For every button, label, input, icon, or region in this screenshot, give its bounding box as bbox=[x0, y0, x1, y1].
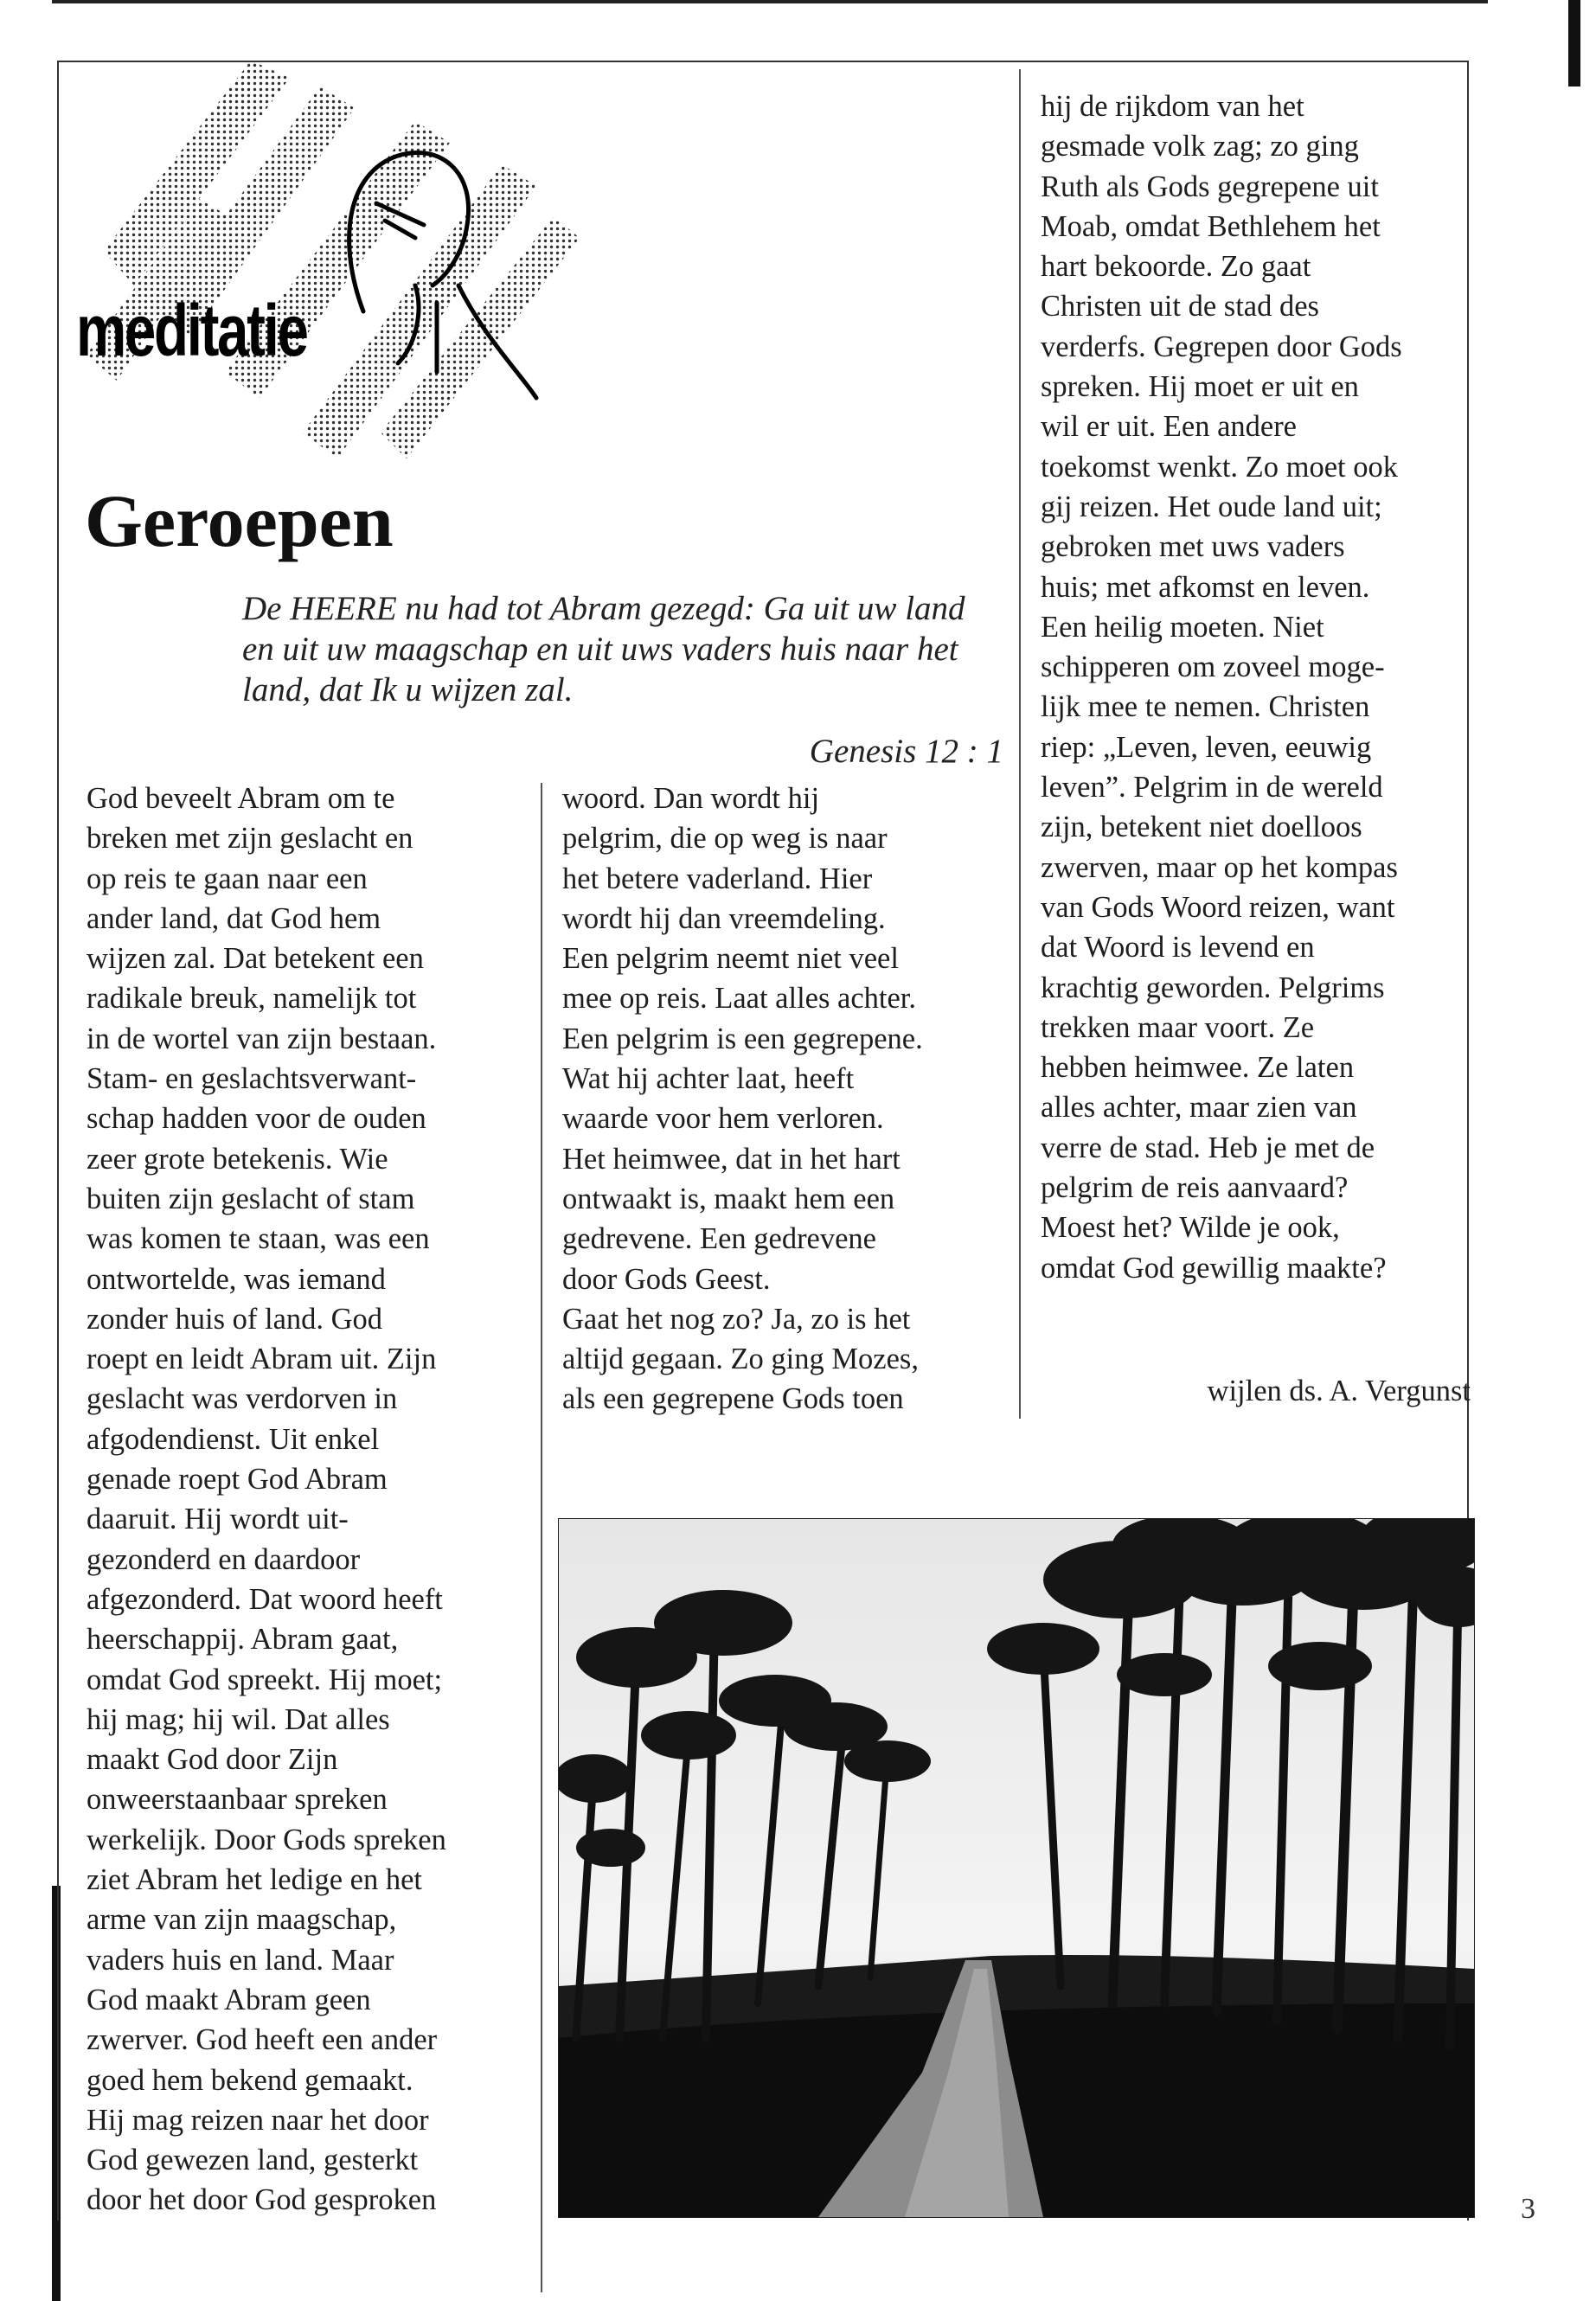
text-line: gebroken met uws vaders bbox=[1041, 530, 1345, 564]
text-line: leven”. Pelgrim in de wereld bbox=[1041, 771, 1383, 804]
top-rule bbox=[52, 0, 1488, 3]
text-line: krachtig geworden. Pelgrims bbox=[1041, 971, 1385, 1004]
text-line: onweerstaanbaar spreken bbox=[87, 1783, 388, 1817]
text-line: zwerven, maar op het kompas bbox=[1041, 850, 1398, 884]
meditation-illustration bbox=[52, 26, 606, 510]
text-line: schipperen om zoveel moge- bbox=[1041, 651, 1385, 684]
text-line: ander land, dat God hem bbox=[87, 901, 381, 935]
text-line: wijzen zal. Dat betekent een bbox=[87, 942, 424, 976]
text-line: zijn, betekent niet doelloos bbox=[1041, 811, 1362, 844]
text-line: wordt hij dan vreemdeling. bbox=[562, 901, 886, 935]
text-line: Hij mag reizen naar het door bbox=[87, 2103, 429, 2137]
text-line: radikale breuk, namelijk tot bbox=[87, 982, 417, 1016]
text-line: goed hem bekend gemaakt. bbox=[87, 2063, 413, 2097]
text-line: roept en leidt Abram uit. Zijn bbox=[87, 1343, 437, 1376]
text-line: pelgrim de reis aanvaard? bbox=[1041, 1171, 1349, 1205]
text-line: ontwaakt is, maakt hem een bbox=[562, 1182, 895, 1215]
text-line: Christen uit de stad des bbox=[1041, 290, 1319, 324]
text-line: ontwortelde, was iemand bbox=[87, 1262, 386, 1296]
column-divider bbox=[541, 783, 542, 2292]
text-line: verderfs. Gegrepen door Gods bbox=[1041, 330, 1402, 363]
article-column-3 bbox=[1041, 87, 1490, 1288]
text-line: het betere vaderland. Hier bbox=[562, 862, 873, 895]
text-line: ziet Abram het ledige en het bbox=[87, 1863, 422, 1897]
text-line: geslacht was verdorven in bbox=[87, 1382, 398, 1416]
text-line: hij de rijkdom van het bbox=[1041, 90, 1304, 123]
text-line: Een heilig moeten. Niet bbox=[1041, 610, 1324, 644]
text-line: waarde voor hem verloren. bbox=[562, 1102, 884, 1136]
page-number: 3 bbox=[1521, 2193, 1535, 2225]
text-line: God maakt Abram geen bbox=[87, 1983, 371, 2016]
halftone-brush-strokes bbox=[87, 61, 580, 458]
article-column-2 bbox=[562, 779, 1012, 1420]
text-line: hebben heimwee. Ze laten bbox=[1041, 1051, 1355, 1085]
text-line: buiten zijn geslacht of stam bbox=[87, 1182, 415, 1215]
text-line: Gaat het nog zo? Ja, zo is het bbox=[562, 1302, 911, 1336]
text-line: als een gegrepene Gods toen bbox=[562, 1382, 904, 1416]
scripture-quote: De HEERE nu had tot Abram gezegd: Ga uit uw land en uit uw maagschap en uit uws vaders huis naar het land, dat Ik u wijzen zal. bbox=[242, 590, 965, 708]
text-line: riep: „Leven, leven, eeuwig bbox=[1041, 730, 1372, 764]
text-line: Wat hij achter laat, heeft bbox=[562, 1062, 855, 1096]
text-line: gezonderd en daardoor bbox=[87, 1542, 361, 1576]
forest-path-photo bbox=[558, 1518, 1475, 2218]
article-title: Geroepen bbox=[85, 479, 394, 562]
text-line: arme van zijn maagschap, bbox=[87, 1903, 397, 1937]
text-line: omdat God gewillig maakte? bbox=[1041, 1251, 1387, 1285]
text-line: woord. Dan wordt hij bbox=[562, 782, 820, 815]
text-line: door het door God gesproken bbox=[87, 2183, 437, 2217]
author-byline: wijlen ds. A. Vergunst bbox=[1207, 1375, 1471, 1407]
text-line: pelgrim, die op weg is naar bbox=[562, 822, 888, 856]
text-line: Een pelgrim is een gegrepene. bbox=[562, 1022, 923, 1055]
text-line: Het heimwee, dat in het hart bbox=[562, 1142, 901, 1176]
text-line: verre de stad. Heb je met de bbox=[1041, 1131, 1375, 1164]
text-line: Stam- en geslachtsverwant- bbox=[87, 1062, 417, 1096]
text-line: afgodendienst. Uit enkel bbox=[87, 1422, 380, 1456]
text-line: hart bekoorde. Zo gaat bbox=[1041, 250, 1311, 284]
text-line: daaruit. Hij wordt uit- bbox=[87, 1503, 349, 1536]
right-edge-bar bbox=[1568, 0, 1580, 87]
text-line: zwerver. God heeft een ander bbox=[87, 2023, 438, 2057]
text-line: Moab, omdat Bethlehem het bbox=[1041, 209, 1381, 243]
text-line: gesmade volk zag; zo ging bbox=[1041, 130, 1359, 163]
text-line: in de wortel van zijn bestaan. bbox=[87, 1022, 437, 1055]
text-line: was komen te staan, was een bbox=[87, 1222, 430, 1256]
text-line: God beveelt Abram om te bbox=[87, 782, 395, 815]
text-line: Ruth als Gods gegrepene uit bbox=[1041, 170, 1379, 203]
text-line: op reis te gaan naar een bbox=[87, 862, 368, 895]
text-line: vaders huis en land. Maar bbox=[87, 1943, 394, 1977]
text-line: van Gods Woord reizen, want bbox=[1041, 890, 1395, 924]
text-line: Moest het? Wilde je ook, bbox=[1041, 1211, 1340, 1245]
text-line: schap hadden voor de ouden bbox=[87, 1102, 426, 1136]
text-line: werkelijk. Door Gods spreken bbox=[87, 1823, 446, 1856]
text-line: breken met zijn geslacht en bbox=[87, 822, 413, 856]
text-line: afgezonderd. Dat woord heeft bbox=[87, 1582, 443, 1616]
text-line: zonder huis of land. God bbox=[87, 1302, 383, 1336]
text-line: mee op reis. Laat alles achter. bbox=[562, 982, 917, 1016]
text-line: gij reizen. Het oude land uit; bbox=[1041, 490, 1382, 523]
column-divider bbox=[1019, 69, 1021, 1419]
text-line: door Gods Geest. bbox=[562, 1262, 771, 1296]
text-line: trekken maar voort. Ze bbox=[1041, 1010, 1315, 1044]
text-line: huis; met afkomst en leven. bbox=[1041, 570, 1370, 604]
text-line: toekomst wenkt. Zo moet ook bbox=[1041, 450, 1398, 484]
scripture-reference: Genesis 12 : 1 bbox=[809, 733, 1003, 770]
article-column-1 bbox=[87, 779, 536, 2221]
text-line: dat Woord is levend en bbox=[1041, 931, 1315, 965]
text-line: gedrevene. Een gedrevene bbox=[562, 1222, 876, 1256]
text-line: lijk mee te nemen. Christen bbox=[1041, 690, 1370, 724]
text-line: hij mag; hij wil. Dat alles bbox=[87, 1702, 390, 1736]
text-line: omdat God spreekt. Hij moet; bbox=[87, 1663, 443, 1696]
text-line: altijd gegaan. Zo ging Mozes, bbox=[562, 1343, 919, 1376]
text-line: zeer grote betekenis. Wie bbox=[87, 1142, 388, 1176]
text-line: heerschappij. Abram gaat, bbox=[87, 1623, 399, 1657]
text-line: maakt God door Zijn bbox=[87, 1743, 338, 1777]
section-label: meditatie bbox=[76, 290, 307, 371]
text-line: alles achter, maar zien van bbox=[1041, 1091, 1357, 1125]
text-line: spreken. Hij moet er uit en bbox=[1041, 370, 1359, 404]
text-line: wil er uit. Een andere bbox=[1041, 410, 1297, 444]
text-line: God gewezen land, gesterkt bbox=[87, 2144, 419, 2177]
text-line: genade roept God Abram bbox=[87, 1463, 388, 1497]
text-line: Een pelgrim neemt niet veel bbox=[562, 942, 899, 976]
